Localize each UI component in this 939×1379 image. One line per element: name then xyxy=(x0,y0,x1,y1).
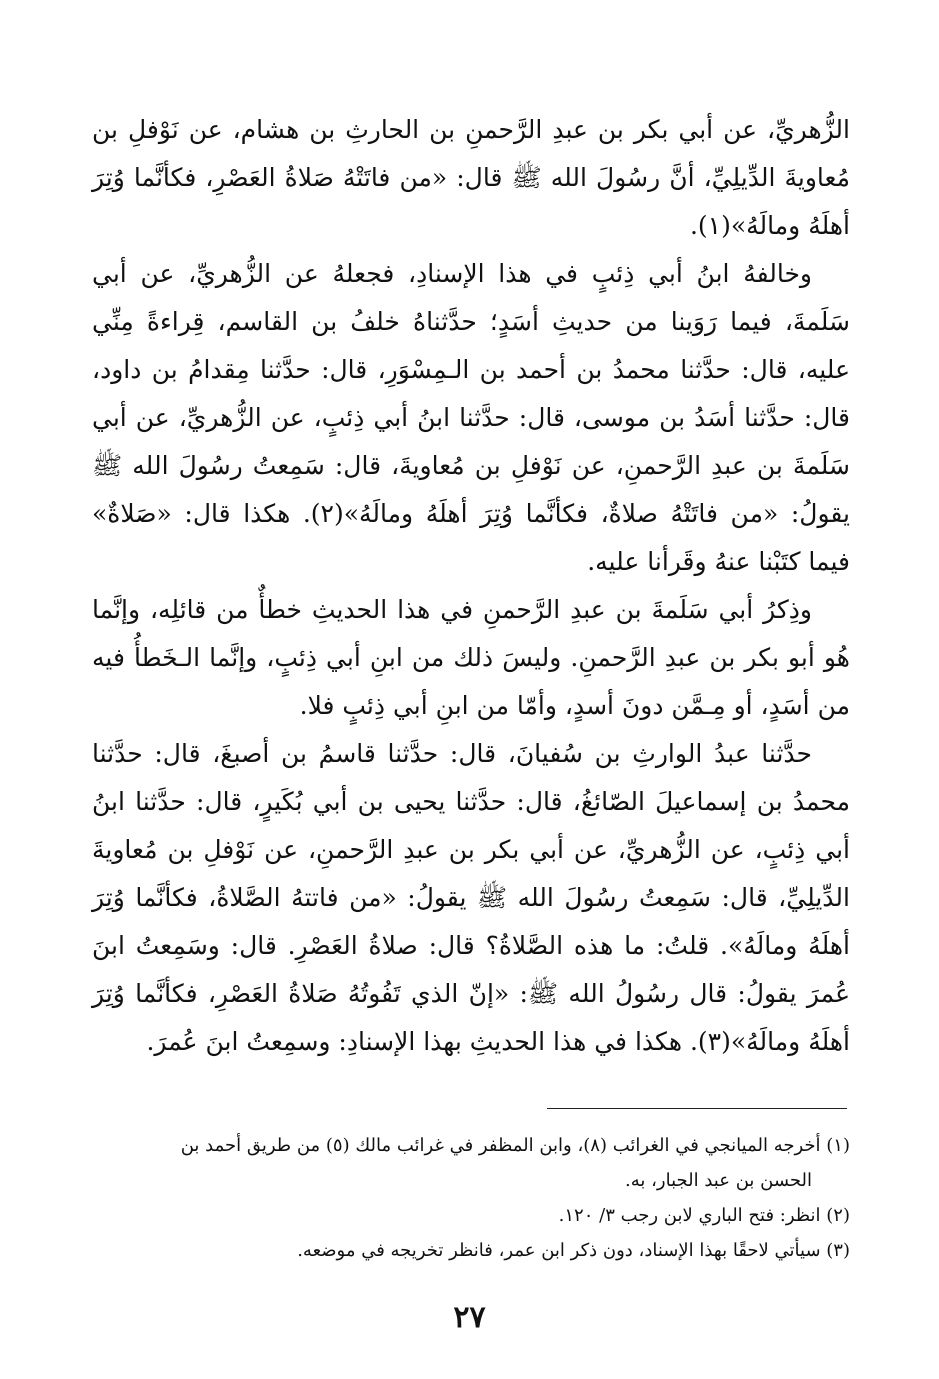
body-paragraph-4: حدَّثنا عبدُ الوارثِ بن سُفيانَ، قال: حدَّثنا قاسمُ بن أصبغَ، قال: حدَّثنا محمدُ بن إسماعيلَ الصّائغُ، قال: حدَّثنا يحيى بن أبي بُكَيرٍ، قال: حدَّثنا ابنُ أبي ذِئبٍ، عن الزُّهريِّ، عن أبي بكر بن عبدِ الرَّحمنِ، عن نَوْفلِ بن مُعاويةَ الدِّيلِيِّ، قال: سَمِعتُ رسُولَ الله ﷺ يقولُ: «من فاتتهُ الصَّلاةُ، فكأنَّما وُتِرَ أهلَهُ ومالَهُ». قلتُ: ما هذه الصَّلاةُ؟ قال: صلاةُ العَصْرِ. قال: وسَمِعتُ ابنَ عُمرَ يقولُ: قال رسُولُ الله ﷺ: «إنّ الذي تَفُوتُهُ صَلاةُ العَصْرِ، فكأنَّما وُتِرَ أهلَهُ ومالَهُ»(٣). هكذا في هذا الحديثِ بهذا الإسنادِ: وسمِعتُ ابنَ عُمرَ. xyxy=(92,739,850,1056)
main-text-block xyxy=(92,106,850,1066)
footnote-2: (٢) انظر: فتح الباري لابن رجب ٣/ ١٢٠. xyxy=(558,1205,850,1226)
body-paragraph-3: وذِكرُ أبي سَلَمةَ بن عبدِ الرَّحمنِ في هذا الحديثِ خطأٌ من قائلِه، وإنَّما هُو أبو بكر بن عبدِ الرَّحمنِ. وليسَ ذلك من ابنِ أبي ذِئبٍ، وإنَّما الـخَطأُ فيه من أسَدٍ، أو مِـمَّن دونَ أسدٍ، وأمّا من ابنِ أبي ذِئبٍ فلا. xyxy=(92,595,850,720)
page-number: ٢٧ xyxy=(453,1300,486,1335)
footnotes-block xyxy=(92,1128,850,1268)
body-paragraph-2: وخالفهُ ابنُ أبي ذِئبٍ في هذا الإسنادِ، فجعلهُ عن الزُّهريِّ، عن أبي سَلَمةَ، فيما رَوَينا من حديثِ أسَدٍ؛ حدَّثناهُ خلفُ بن القاسم، قِراءةً مِنِّي عليه، قال: حدَّثنا محمدُ بن أحمد بن الـمِسْوَرِ، قال: حدَّثنا مِقدامُ بن داود، قال: حدَّثنا أسَدُ بن موسى، قال: حدَّثنا ابنُ أبي ذِئبٍ، عن الزُّهريِّ، عن أبي سَلَمةَ بن عبدِ الرَّحمنِ، عن نَوْفلِ بن مُعاويةَ، قال: سَمِعتُ رسُولَ الله ﷺ يقولُ: «من فاتَتْهُ صلاةٌ، فكأنَّما وُتِرَ أهلَهُ ومالَهُ»(٢). هكذا قال: «صَلاةٌ» فيما كتَبْنا عنهُ وقَرأنا عليه. xyxy=(92,259,850,576)
footnote-1-line-2: الحسن بن عبد الجبار، به. xyxy=(625,1170,812,1191)
footnote-1-line-1: (١) أخرجه الميانجي في الغرائب (٨)، وابن المظفر في غرائب مالك (٥) من طريق أحمد بن xyxy=(180,1135,850,1156)
footnote-divider xyxy=(547,1108,847,1109)
body-paragraph-1: الزُّهريِّ، عن أبي بكر بن عبدِ الرَّحمنِ بن الحارثِ بن هشام، عن نَوْفلِ بن مُعاويةَ الدِّيلِيِّ، أنَّ رسُولَ الله ﷺ قال: «من فاتَتْهُ صَلاةُ العَصْرِ، فكأنَّما وُتِرَ أهلَهُ ومالَهُ»(١). xyxy=(92,115,851,240)
footnote-3: (٣) سيأتي لاحقًا بهذا الإسناد، دون ذكر ابن عمر، فانظر تخريجه في موضعه. xyxy=(297,1240,850,1261)
footnote-1 xyxy=(92,1128,850,1198)
